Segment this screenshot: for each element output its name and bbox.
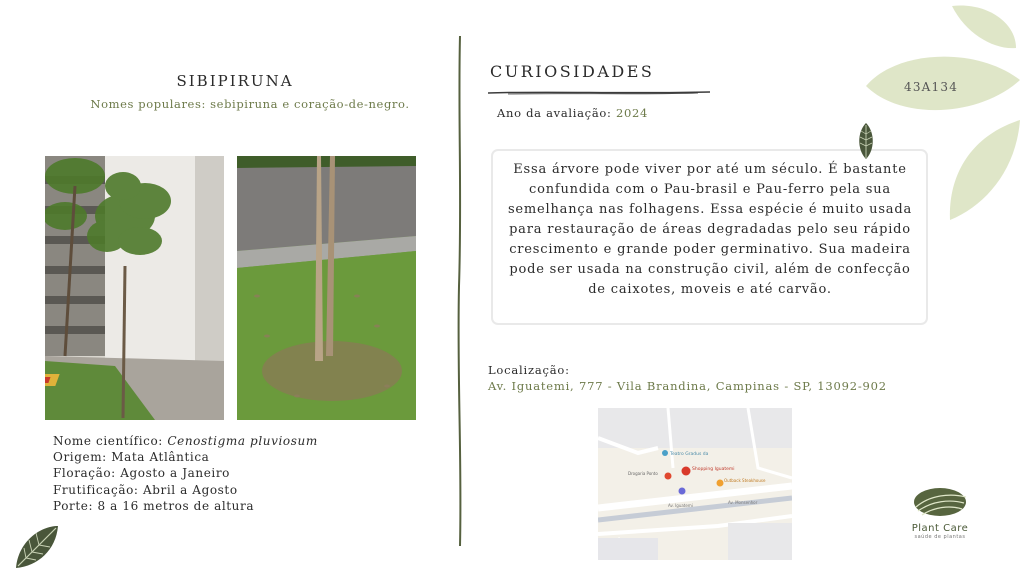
map-label-road-1: Av. Iguatemi <box>668 503 693 508</box>
leaf-decoration-icon <box>12 522 62 576</box>
brand-subtitle: saúde de plantas <box>914 534 966 540</box>
year-value: 2024 <box>615 106 649 120</box>
location-address: Av. Iguatemi, 777 - Vila Brandina, Campinas - SP, 13092-902 <box>488 379 887 393</box>
location-map[interactable] <box>598 408 792 560</box>
brand-name: Plant Care <box>911 523 969 534</box>
fruiting-line: Frutificação: Abril a Agosto <box>53 482 238 497</box>
map-pin-restaurant-icon <box>717 480 724 487</box>
plant-name: SIBIPIRUNA <box>176 72 294 90</box>
brand-logo <box>900 485 980 540</box>
map-pin-theater-icon <box>662 450 668 456</box>
year-label: Ano da avaliação: <box>497 106 616 120</box>
scientific-name-label: Nome científico: <box>53 434 168 448</box>
map-pin-pharmacy-icon <box>665 473 672 480</box>
scientific-name-line <box>53 433 318 449</box>
origin-line: Origem: Mata Atlântica <box>53 450 210 465</box>
popular-names: Nomes populares: sebipiruna e coração-de-negro. <box>90 97 410 111</box>
brand-leaf-icon <box>910 485 970 519</box>
map-label-restaurant: Outback Steakhouse <box>724 478 766 483</box>
flowering-line: Floração: Agosto a Janeiro <box>53 466 230 481</box>
tag-leaves-decoration <box>866 0 1024 234</box>
location-label: Localização: <box>488 363 570 377</box>
map-pin-parking-icon <box>679 488 686 495</box>
leaf-top-icon <box>952 5 1016 48</box>
assessment-year <box>497 106 648 120</box>
tree-photo-building <box>45 156 224 420</box>
map-label-road-2: Av. Monsenhor <box>728 500 758 505</box>
title-underline <box>488 82 710 92</box>
leaf-bottom-icon <box>950 120 1020 220</box>
map-label-shopping: Shopping Iguatemi <box>692 467 735 472</box>
map-pin-shopping-icon <box>682 467 691 476</box>
size-line: Porte: 8 a 16 metros de altura <box>53 498 255 513</box>
curiosities-text: Essa árvore pode viver por até um século. É bastante confundida com o Pau-brasil e Pau-ferro pela sua semelhança nas folhagens. Essa espécie é muito usada para restauração de áreas degradadas pelo seu rápido crescimento e grande poder germinativo. Sua madeira pode ser usada na construção civil, além de confecção de caixotes, moveis e até carvão. <box>507 162 913 297</box>
tree-code: 43A134 <box>904 80 959 94</box>
curiosities-title: CURIOSIDADES <box>490 62 655 81</box>
plant-info <box>53 433 318 514</box>
tree-photo-trunk <box>237 156 416 420</box>
scientific-name: Cenostigma pluviosum <box>167 434 318 448</box>
map-label-theater: Teatro Gradus da <box>670 452 709 457</box>
center-divider <box>450 36 470 546</box>
map-label-pharmacy: Drogaria Ponto <box>628 471 658 476</box>
